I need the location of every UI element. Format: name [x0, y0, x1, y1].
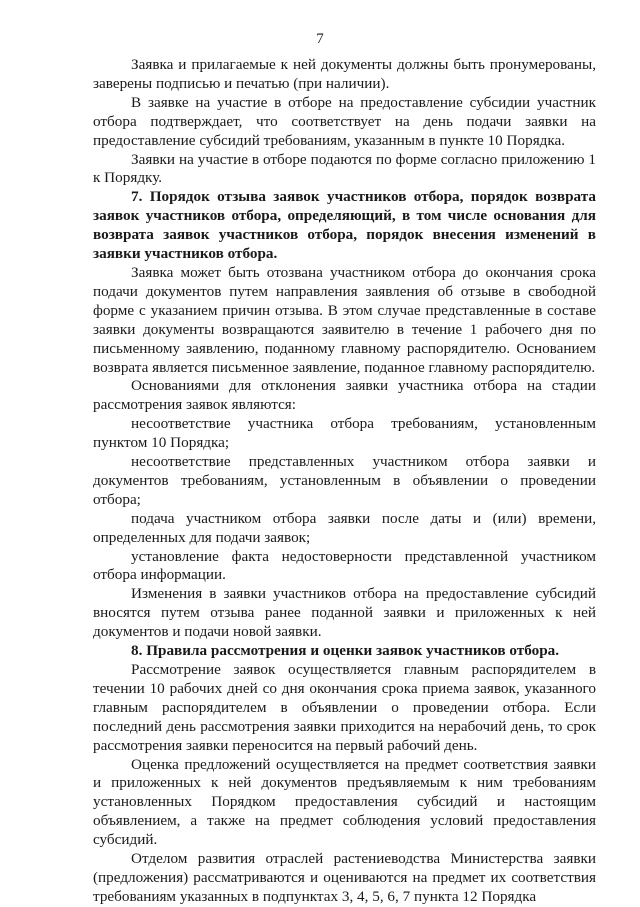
document-body [93, 56, 596, 907]
paragraph: Оценка предложений осуществляется на предмет соответствия заявки и приложенных к ней документов предъявляемым к ним требованиям установленных Порядком предоставления субсидий и настоящим объявлением, а также на предмет соблюдения условий предоставления субсидий. [93, 755, 596, 849]
paragraph: подача участником отбора заявки после даты и (или) времени, определенных для подачи заявок; [93, 509, 596, 546]
paragraph: Заявка и прилагаемые к ней документы должны быть пронумерованы, заверены подписью и печатью (при наличии). [93, 56, 596, 92]
section-heading: 7. Порядок отзыва заявок участников отбора, порядок возврата заявок участников отбора, определяющий, в том числе основания для возврата заявок участников отбора, порядок внесения изменений в заявки участников отбора. [93, 188, 596, 263]
paragraph: Изменения в заявки участников отбора на предоставление субсидий вносятся путем отзыва ранее поданной заявки и приложенных к ней документов и подачи новой заявки. [93, 585, 596, 641]
section-heading: 8. Правила рассмотрения и оценки заявок участников отбора. [131, 642, 560, 660]
paragraph: несоответствие участника отбора требованиям, установленным пунктом 10 Порядка; [93, 415, 596, 452]
page-number: 7 [316, 31, 324, 47]
paragraph: несоответствие представленных участником отбора заявки и документов требованиям, установленным в объявлении о проведении отбора; [93, 453, 596, 508]
paragraph: Заявки на участие в отборе подаются по форме согласно приложению 1 к Порядку. [93, 150, 596, 187]
paragraph: Отделом развития отраслей растениеводства Министерства заявки (предложения) рассматриваются и оцениваются на предмет их соответствия требованиям указанных в подпунктах 3, 4, 5, 6, 7 пункта 12 Порядка [93, 850, 596, 905]
paragraph: Заявка может быть отозвана участником отбора до окончания срока подачи документов путем направления заявления об отзыве в свободной форме с указанием причин отзыва. В этом случае представленные в составе заявки документы возвращаются заявителю в течение 1 рабочего дня по письменному заявлению, поданному главному распорядителю. Основанием возврата является письменное заявление, поданное главному распорядителю. [93, 263, 596, 376]
paragraph: В заявке на участие в отборе на предоставление субсидии участник отбора подтверждает, что соответствует на день подачи заявки на предоставление субсидий требованиям, указанным в пункте 10 Порядка. [93, 93, 596, 149]
paragraph: Рассмотрение заявок осуществляется главным распорядителем в течении 10 рабочих дней со дня окончания срока приема заявок, указанного главным распорядителем в объявлении о проведении отбора. Если последний день рассмотрения заявки приходится на нерабочий день, то срок рассмотрения заявки переносится на первый рабочий день. [93, 661, 596, 754]
paragraph: Основаниями для отклонения заявки участника отбора на стадии рассмотрения заявок являются: [93, 377, 596, 414]
paragraph: установление факта недостоверности представленной участником отбора информации. [93, 547, 596, 584]
